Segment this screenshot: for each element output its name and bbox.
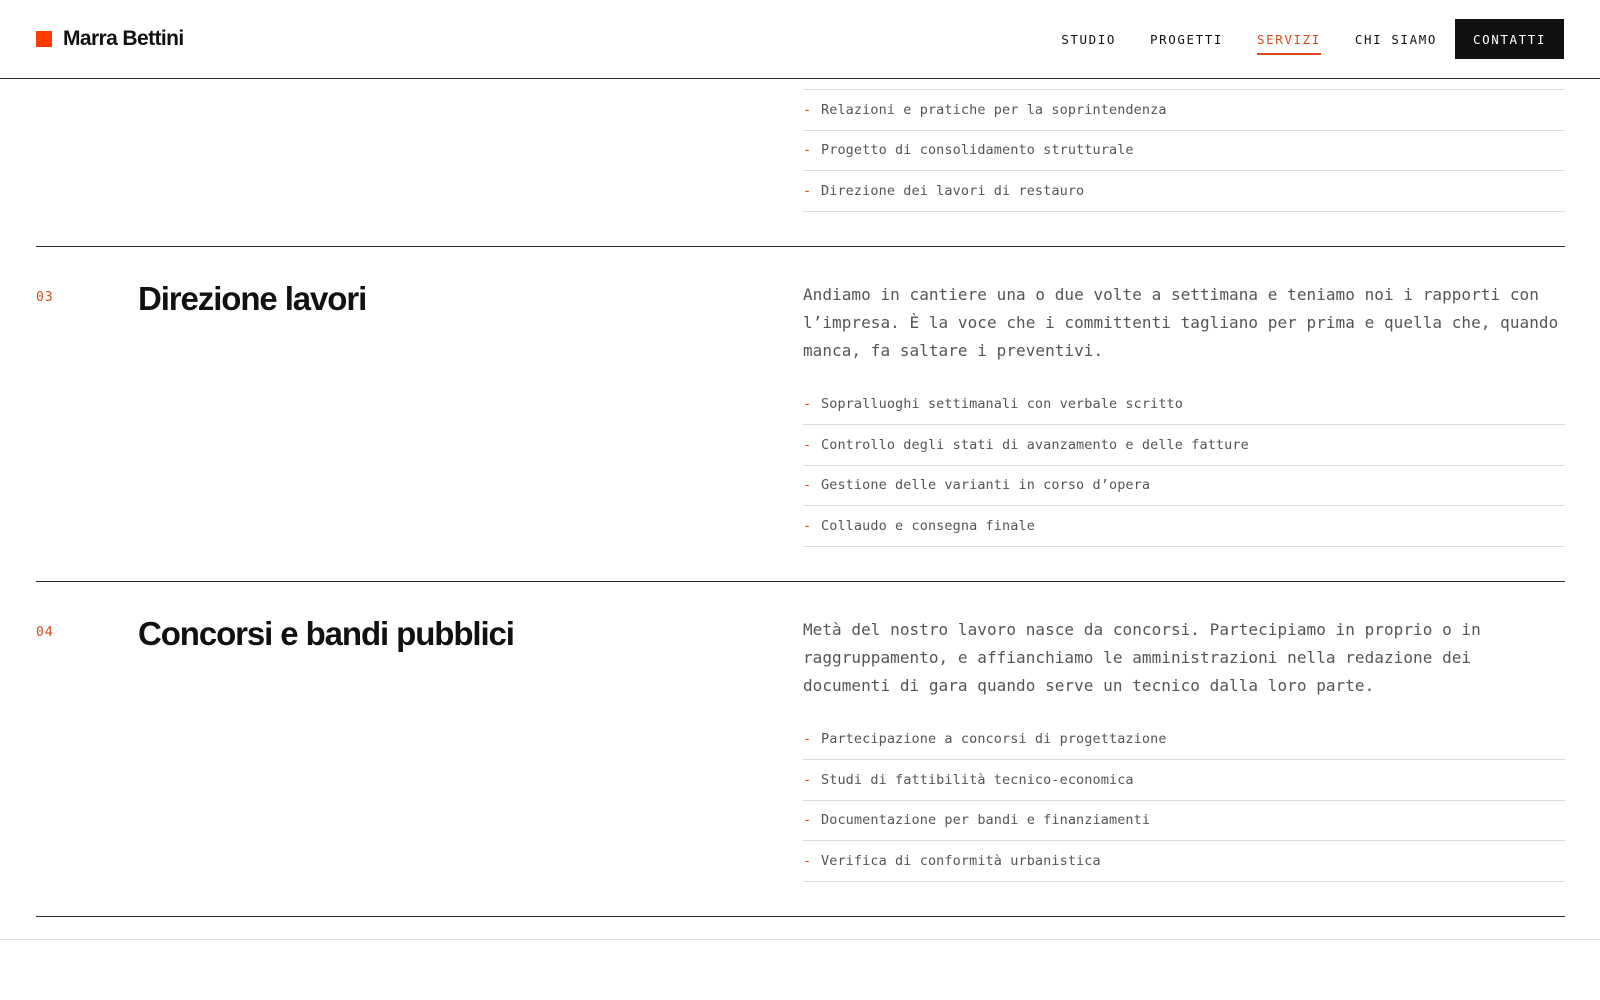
list-item <box>803 466 1565 507</box>
list-item-label: Progetto di consolidamento strutturale <box>821 142 1134 159</box>
list-item <box>803 425 1565 466</box>
main-nav <box>1027 0 1564 78</box>
dash-icon: - <box>803 477 812 494</box>
list-item <box>803 506 1565 547</box>
contatti-button[interactable]: CONTATTI <box>1455 19 1564 59</box>
service-section-direzione-lavori <box>36 247 1565 582</box>
brand-logo[interactable] <box>36 27 184 51</box>
dash-icon: - <box>803 731 812 748</box>
nav-item-progetti[interactable]: PROGETTI <box>1149 31 1223 47</box>
section-body <box>803 281 1565 547</box>
service-section-partial <box>36 89 1565 247</box>
nav-item-studio[interactable]: STUDIO <box>1061 31 1116 47</box>
brand-name: Marra Bettini <box>63 27 184 50</box>
list-item-label: Studi di fattibilità tecnico-economica <box>821 771 1134 788</box>
dash-icon: - <box>803 396 812 413</box>
list-item-label: Documentazione per bandi e finanziamenti <box>821 812 1151 829</box>
list-item <box>803 801 1565 842</box>
services-content <box>36 79 1565 917</box>
list-item-label: Relazioni e pratiche per la soprintendenza <box>821 101 1167 118</box>
section-number: 03 <box>36 289 54 305</box>
site-header <box>0 0 1600 79</box>
list-item <box>803 720 1565 761</box>
service-list <box>803 89 1565 212</box>
list-item <box>803 760 1565 801</box>
list-item-label: Direzione dei lavori di restauro <box>821 182 1085 199</box>
section-body <box>803 616 1565 882</box>
list-item-label: Gestione delle varianti in corso d’opera <box>821 477 1151 494</box>
list-item-label: Controllo degli stati di avanzamento e delle fatture <box>821 436 1249 453</box>
list-item <box>803 841 1565 882</box>
list-item-label: Verifica di conformità urbanistica <box>821 852 1101 869</box>
list-item-label: Sopralluoghi settimanali con verbale scritto <box>821 396 1184 413</box>
section-number: 04 <box>36 624 54 640</box>
section-title: Direzione lavori <box>138 279 367 317</box>
dash-icon: - <box>803 517 812 534</box>
dash-icon: - <box>803 142 812 159</box>
dash-icon: - <box>803 852 812 869</box>
dash-icon: - <box>803 101 812 118</box>
section-description: Andiamo in cantiere una o due volte a settimana e teniamo noi i rapporti con l’impresa. È la voce che i committenti tagliano per prima e quella che, quando manca, fa saltare i preventivi. <box>803 284 1559 360</box>
dash-icon: - <box>803 182 812 199</box>
nav-item-chi-siamo[interactable]: CHI SIAMO <box>1354 31 1437 47</box>
nav-item-servizi[interactable]: SERVIZI <box>1257 26 1321 53</box>
service-list <box>803 385 1565 547</box>
list-item <box>803 131 1565 172</box>
footer-divider <box>0 939 1600 940</box>
service-section-concorsi <box>36 582 1565 917</box>
dash-icon: - <box>803 812 812 829</box>
section-description: Metà del nostro lavoro nasce da concorsi. Partecipiamo in proprio o in raggruppamento, e affianchiamo le amministrazioni nella redazione dei documenti di gara quando serve un tecnico dalla loro parte. <box>803 619 1481 695</box>
dash-icon: - <box>803 436 812 453</box>
list-item-label: Collaudo e consegna finale <box>821 517 1035 534</box>
list-item <box>803 385 1565 426</box>
section-title: Concorsi e bandi pubblici <box>138 614 514 652</box>
brand-square-icon <box>36 31 52 47</box>
dash-icon: - <box>803 771 812 788</box>
service-list <box>803 720 1565 882</box>
list-item-label: Partecipazione a concorsi di progettazione <box>821 731 1167 748</box>
list-item <box>803 171 1565 212</box>
list-item <box>803 90 1565 131</box>
